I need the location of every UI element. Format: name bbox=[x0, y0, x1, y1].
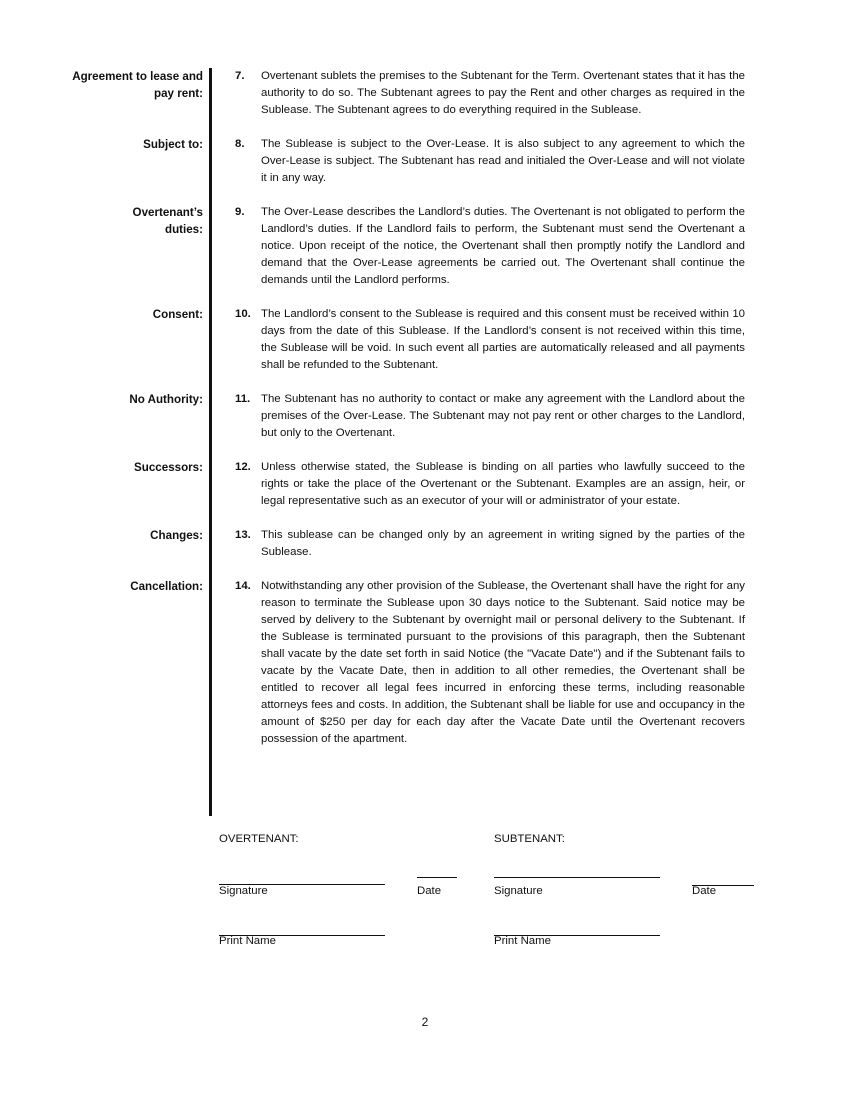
clause-heading: Consent: bbox=[152, 308, 203, 321]
clause-heading: Successors: bbox=[134, 461, 203, 474]
overtenant-date-label: Date bbox=[417, 885, 442, 897]
clause-text: Overtenant sublets the premises to the Subtenant for the Term. Overtenant states that it has the authority to do so. The Subtenant agrees to pay the Rent and other charges as required in the Sublease. The Subtenant agrees to do everything required in the Sublease. bbox=[261, 70, 745, 116]
clause-10 bbox=[60, 306, 760, 374]
clause-text: Notwithstanding any other provision of the Sublease, the Overtenant shall have the right for any reason to terminate the Sublease upon 30 days notice to the Subtenant. Said notice may be served by delivery to the Subtenant by overnight mail or personal delivery to the Subtenant. If the Sublease is terminated pursuant to the provisions of this paragraph, then the Subtenant shall vacate by the date set forth in said Notice (the "Vacate Date") and if the Subtenant fails to vacate by the Vacate Date, then in addition to all other remedies, the Overtenant shall be entitled to recover all legal fees incurred in enforcing these terms, including reasonable attorneys fees and costs. In addition, the Subtenant shall be liable for use and occupancy in the amount of $250 per day for each day after the Vacate Date until the Overtenant recovers possession of the apartment. bbox=[261, 580, 745, 745]
overtenant-title: OVERTENANT: bbox=[219, 833, 299, 845]
clause-number: 9. bbox=[235, 206, 245, 218]
clause-number: 11. bbox=[235, 393, 251, 405]
clause-number: 14. bbox=[235, 580, 251, 592]
clause-number: 12. bbox=[235, 461, 251, 473]
page-number: 2 bbox=[421, 1015, 429, 1029]
clause-text: The Subtenant has no authority to contact or make any agreement with the Landlord about the premises of the Over-Lease. The Subtenant may not pay rent or other charges to the Landlord, but only to the Overtenant. bbox=[261, 393, 745, 439]
subtenant-title: SUBTENANT: bbox=[494, 833, 565, 845]
clause-heading: Subject to: bbox=[143, 138, 203, 151]
clause-12 bbox=[60, 459, 760, 510]
clause-heading: Changes: bbox=[150, 529, 203, 542]
overtenant-date-line[interactable] bbox=[417, 877, 457, 878]
clause-8 bbox=[60, 136, 760, 187]
clause-text: This sublease can be changed only by an agreement in writing signed by the parties of the Sublease. bbox=[261, 529, 745, 558]
clause-11 bbox=[60, 391, 760, 442]
clause-heading: Overtenant’s duties: bbox=[132, 206, 203, 236]
clause-number: 13. bbox=[235, 529, 251, 541]
clause-number: 7. bbox=[235, 70, 245, 82]
overtenant-signature-label: Signature bbox=[219, 885, 268, 897]
clause-text: Unless otherwise stated, the Sublease is binding on all parties who lawfully succeed to the rights or take the place of the Overtenant or the Subtenant. Examples are an assign, heir, or legal representative such as an executor of your will or administrator of your estate. bbox=[261, 461, 745, 507]
clause-number: 10. bbox=[235, 308, 251, 320]
subtenant-print-name-label: Print Name bbox=[494, 935, 551, 947]
clause-text: The Over-Lease describes the Landlord’s duties. The Overtenant is not obligated to perform the Landlord’s duties. If the Landlord fails to perform, the Subtenant must send the Overtenant a notice. Upon receipt of the notice, the Overtenant shall then promptly notify the Landlord and demand that the Over-Lease agreements be carried out. The Overtenant shall continue the demands until the Landlord performs. bbox=[261, 206, 745, 286]
clause-heading: Cancellation: bbox=[130, 580, 203, 593]
subtenant-date-label: Date bbox=[692, 885, 717, 897]
clause-heading: No Authority: bbox=[129, 393, 203, 406]
clause-13 bbox=[60, 527, 760, 561]
clause-heading: Agreement to lease and pay rent: bbox=[72, 70, 203, 100]
subtenant-signature-label: Signature bbox=[494, 885, 543, 897]
clause-9 bbox=[60, 204, 760, 289]
clause-list bbox=[60, 68, 760, 748]
overtenant-print-name-label: Print Name bbox=[219, 935, 276, 947]
clause-text: The Sublease is subject to the Over-Lease. It is also subject to any agreement to which the Over-Lease is subject. The Subtenant has read and initialed the Over-Lease and will not violate it in any way. bbox=[261, 138, 745, 184]
clause-7 bbox=[60, 68, 760, 119]
clause-number: 8. bbox=[235, 138, 245, 150]
subtenant-signature-line[interactable] bbox=[494, 877, 660, 878]
clause-text: The Landlord’s consent to the Sublease is required and this consent must be received within 10 days from the date of this Sublease. If the Landlord’s consent is not received within this time, the Sublease will be void. In such event all parties are automatically released and all payments shall be refunded to the Subtenant. bbox=[261, 308, 745, 371]
clause-14 bbox=[60, 578, 760, 748]
